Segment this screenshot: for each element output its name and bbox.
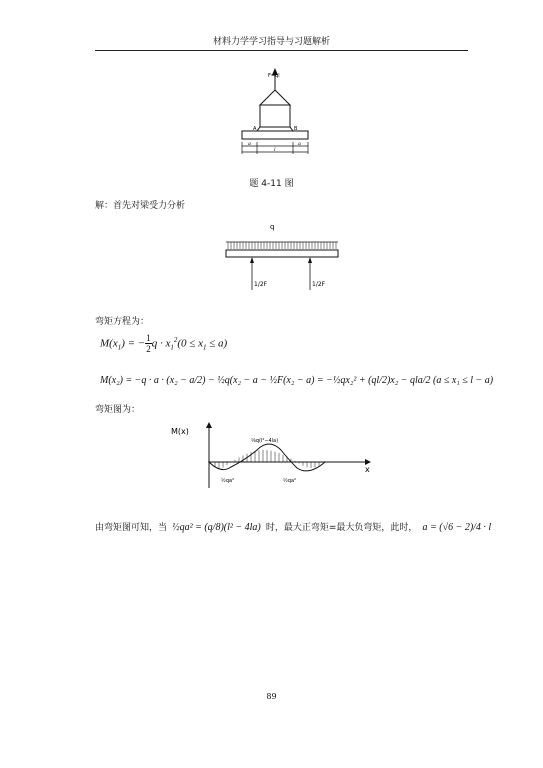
- load-frame-triangle: [260, 90, 290, 105]
- figure-caption: 题 4-11 图: [249, 179, 294, 189]
- conclusion-line: 由弯矩图可知，当 ½qa² = (q/8)(l² − 4la) 时，最大正弯矩=最大负弯矩，此时， a = (√6 − 2)/4 · l: [95, 522, 492, 533]
- dim-a-right-label: a: [298, 141, 301, 147]
- problem-figure: [230, 68, 320, 164]
- q-label: q: [270, 223, 275, 231]
- reaction-right-label: 1/2F: [312, 281, 326, 288]
- dim-l-label: l: [274, 147, 276, 153]
- reaction-left-arrow: [250, 257, 254, 263]
- point-b-label: B: [294, 126, 298, 132]
- moment-hatching: [215, 450, 319, 468]
- moment-diagram-heading: 弯矩图为：: [95, 405, 141, 415]
- page-header-title: 材料力学学习指导与习题解析: [212, 37, 330, 47]
- right-min-label: ½qa²: [283, 478, 297, 484]
- point-a-label: A: [253, 126, 257, 132]
- page-number: 89: [266, 692, 277, 701]
- beam: [226, 250, 338, 257]
- x-axis-label: x: [365, 465, 370, 474]
- frame-leg-left: [257, 127, 260, 131]
- beam: [242, 131, 308, 139]
- header-rule: [95, 50, 468, 51]
- moment-eq-heading: 弯矩方程为：: [95, 317, 150, 327]
- moment-diagram: [165, 420, 385, 490]
- reaction-right-arrow: [308, 257, 312, 263]
- moment-equation-1: $M(x_1)$ = − $\frac{1}{2}$ $q \cdot x_1^2(0 \le x_1 \le a)$: [100, 333, 228, 354]
- y-axis-arrow: [206, 422, 212, 428]
- free-body-diagram: [222, 220, 342, 296]
- reaction-left-label: 1/2F: [254, 281, 268, 288]
- solution-intro: 解：首先对梁受力分析: [95, 201, 186, 211]
- y-axis-label: M(x): [171, 427, 189, 436]
- load-label: F=ql: [268, 73, 280, 79]
- dim-a-left-label: a: [248, 141, 251, 147]
- moment-equation-2: M(x₂) = −q · a · (x₂ − a/2) − ½q(x₂ − a − ½F(x₂ − a) = −½qx₂² + (ql/2)x₂ − qla/2 (a ≤ x₁ ≤ l − a): [100, 375, 494, 386]
- frame-leg-right: [290, 127, 293, 131]
- distributed-load-arrows: [228, 242, 336, 249]
- load-frame-box: [260, 105, 290, 127]
- peak-label: ⅛q(l²−4la): [251, 438, 279, 444]
- left-min-label: ½qa²: [221, 478, 235, 484]
